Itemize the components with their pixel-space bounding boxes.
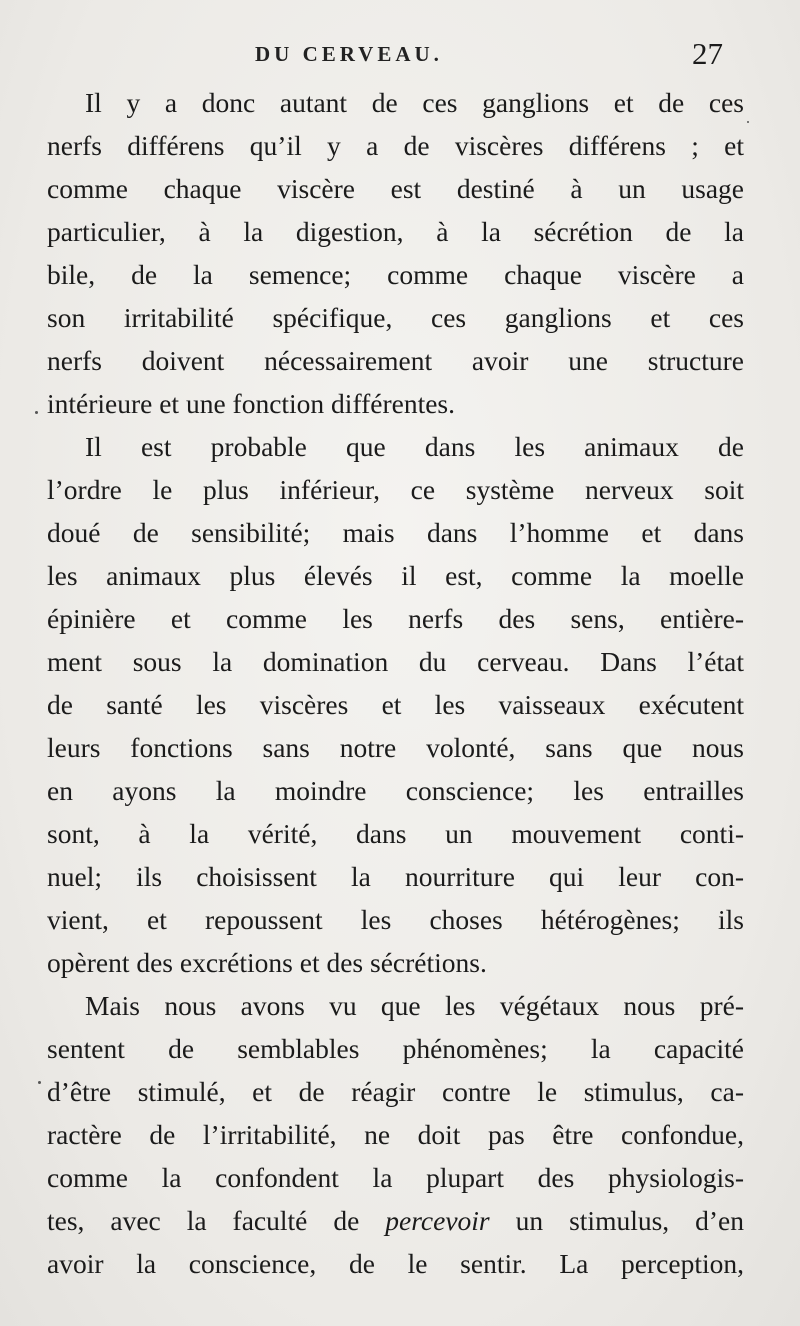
text-line: d’être stimulé, et de réagir contre le stimulus, ca-: [47, 1076, 744, 1107]
text-line: Il y a donc autant de ces ganglions et de ces: [85, 87, 744, 118]
text-line: ractère de l’irritabilité, ne doit pas être confondue,: [47, 1119, 744, 1150]
paper-speck: [35, 411, 38, 414]
paper-speck: [38, 1081, 41, 1084]
text-line: doué de sensibilité; mais dans l’homme et dans: [47, 517, 744, 548]
text-line: leurs fonctions sans notre volonté, sans que nous: [47, 732, 744, 763]
text-line: comme la confondent la plupart des physiologis-: [47, 1162, 744, 1193]
text-line: intérieure et une fonction différentes.: [47, 388, 456, 419]
text-line: les animaux plus élevés il est, comme la moelle: [47, 560, 744, 591]
text-line: nerfs différens qu’il y a de viscères différens ; et: [47, 130, 744, 161]
text-line: vient, et repoussent les choses hétérogènes; ils: [47, 904, 744, 935]
text-segment: un stimulus, d’en: [515, 1205, 744, 1236]
text-line: Il est probable que dans les animaux de: [85, 431, 744, 462]
text-line: de santé les viscères et les vaisseaux exécutent: [47, 689, 744, 720]
text-line: l’ordre le plus inférieur, ce système nerveux soit: [47, 474, 744, 505]
text-segment: tes, avec la faculté de: [47, 1205, 360, 1236]
text-line: nuel; ils choisissent la nourriture qui leur con-: [47, 861, 744, 892]
italic-word: percevoir: [385, 1205, 490, 1236]
text-line: nerfs doivent nécessairement avoir une structure: [47, 345, 744, 376]
page-header: [0, 36, 800, 74]
text-line: en ayons la moindre conscience; les entrailles: [47, 775, 744, 806]
text-line: Mais nous avons vu que les végétaux nous pré-: [85, 990, 744, 1021]
text-line: comme chaque viscère est destiné à un usage: [47, 173, 744, 204]
text-line: son irritabilité spécifique, ces ganglions et ces: [47, 302, 744, 333]
paper-speck: [747, 121, 749, 123]
page-number: 27: [692, 36, 723, 71]
running-head: DU CERVEAU.: [255, 42, 443, 66]
text-line: opèrent des excrétions et des sécrétions.: [47, 947, 487, 978]
text-line: particulier, à la digestion, à la sécrétion de la: [47, 216, 744, 247]
text-line: sentent de semblables phénomènes; la capacité: [47, 1033, 744, 1064]
body-text: [47, 81, 744, 1285]
text-line: sont, à la vérité, dans un mouvement conti-: [47, 818, 744, 849]
text-line: ment sous la domination du cerveau. Dans l’état: [47, 646, 744, 677]
text-line: [47, 1199, 744, 1242]
text-line: épinière et comme les nerfs des sens, entière-: [47, 603, 744, 634]
text-line: avoir la conscience, de le sentir. La perception,: [47, 1248, 744, 1279]
text-line: bile, de la semence; comme chaque viscère a: [47, 259, 744, 290]
